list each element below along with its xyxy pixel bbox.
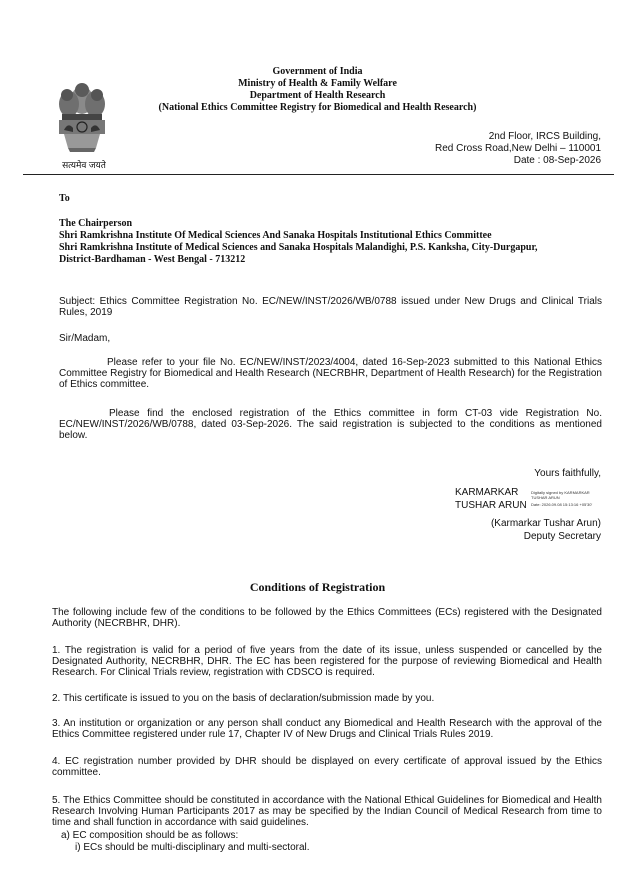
condition-item-3: 3. An institution or organization or any person shall conduct any Biomedical and Health Research with the approval of the Ethics Committee registered under rule 17, Chapter IV of New Drugs and Clinical Trials Rules 2019.	[52, 718, 602, 740]
address-line-1: 2nd Floor, IRCS Building,	[488, 131, 601, 142]
paragraph-1: Please refer to your file No. EC/NEW/INST/2023/4004, dated 16-Sep-2023 submitted to this National Ethics Committee Registry for Biomedical and Health Research (NECRBHR, Department of Health Research) for the Registration of Ethics committee.	[59, 357, 602, 390]
recipient-line-2: Shri Ramkrishna Institute Of Medical Sciences And Sanaka Hospitals Institutional Ethics Committee	[59, 230, 492, 241]
conditions-intro: The following include few of the conditions to be followed by the Ethics Committees (ECs) registered with the Designated Authority (NECRBHR, DHR).	[52, 607, 602, 629]
recipient-line-1: The Chairperson	[59, 218, 133, 229]
signer-full-name: (Karmarkar Tushar Arun)	[490, 518, 601, 529]
address-line-2: Red Cross Road,New Delhi – 110001	[434, 143, 601, 154]
letter-date: Date : 08-Sep-2026	[513, 155, 601, 166]
to-label: To	[59, 193, 70, 204]
header-line-4: (National Ethics Committee Registry for Biomedical and Health Research)	[158, 102, 477, 113]
conditions-title: Conditions of Registration	[249, 580, 386, 594]
header-divider	[23, 174, 614, 175]
header-line-2: Ministry of Health & Family Welfare	[238, 78, 397, 89]
header-line-3: Department of Health Research	[249, 90, 386, 101]
signer-name-line-1: KARMARKAR	[455, 487, 519, 498]
recipient-line-3: Shri Ramkrishna Institute of Medical Sciences and Sanaka Hospitals Malandighi, P.S. Kanksha, City-Durgapur,	[59, 242, 538, 253]
signer-designation: Deputy Secretary	[523, 531, 601, 542]
condition-item-5: 5. The Ethics Committee should be constituted in accordance with the National Ethical Guidelines for Biomedical and Health Research Involving Human Participants 2017 as may be specified by the Indian Council of Medical Research from time to time and shall function in accordance with said guidelines.	[52, 795, 602, 828]
digital-signature-line-2: TUSHAR ARUN	[531, 495, 560, 500]
condition-sub-i: i) ECs should be multi-disciplinary and multi-sectoral.	[75, 842, 310, 853]
condition-sub-a: a) EC composition should be as follows:	[61, 830, 239, 841]
closing: Yours faithfully,	[534, 468, 601, 479]
emblem-motto: सत्यमेव जयते	[62, 160, 106, 170]
subject-line: Subject: Ethics Committee Registration No. EC/NEW/INST/2026/WB/0788 issued under New Drugs and Clinical Trials Rules, 2019	[59, 296, 602, 318]
signer-name-line-2: TUSHAR ARUN	[455, 500, 527, 511]
condition-item-2: 2. This certificate is issued to you on the basis of declaration/submission made by you.	[52, 693, 435, 704]
condition-item-1: 1. The registration is valid for a period of five years from the date of its issue, unless suspended or cancelled by the Designated Authority, NECRBHR, DHR. The EC has been registered for the purpose of reviewing Biomedical and Health Research. For Clinical Trials review, registration with CDSCO is required.	[52, 645, 602, 678]
header-line-1: Government of India	[272, 66, 363, 77]
condition-item-4: 4. EC registration number provided by DHR should be displayed on every certificate of approval issued by the Ethics committee.	[52, 756, 602, 778]
salutation: Sir/Madam,	[59, 333, 111, 344]
recipient-line-4: District-Bardhaman - West Bengal - 713212	[59, 254, 246, 265]
digital-signature-line-3: Date: 2026.09.08 15:13:16 +05'30'	[531, 502, 593, 507]
paragraph-2: Please find the enclosed registration of the Ethics committee in form CT-03 vide Registration No. EC/NEW/INST/2026/WB/0788, dated 03-Sep-2026. The said registration is subjected to the conditions as mentioned below.	[59, 408, 602, 441]
digital-signature-line-1: Digitally signed by KARMARKAR	[531, 490, 590, 495]
